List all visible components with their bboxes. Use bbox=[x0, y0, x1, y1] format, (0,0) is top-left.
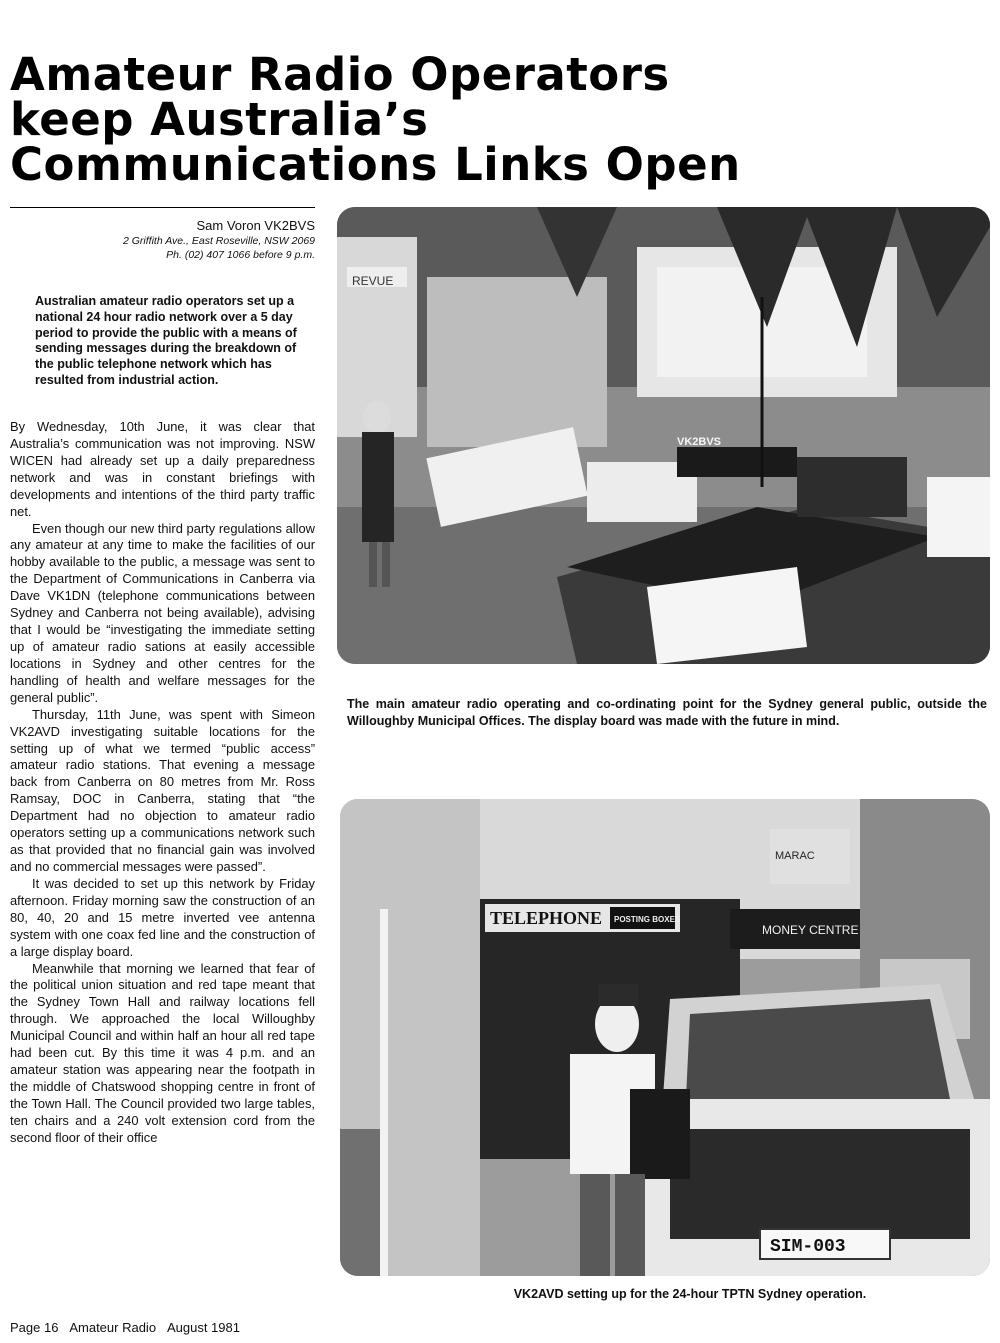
photo-caption-2: VK2AVD setting up for the 24-hour TPTN Sydney operation. bbox=[513, 1287, 867, 1301]
byline-rule bbox=[10, 207, 315, 208]
page-footer bbox=[10, 1320, 248, 1336]
byline bbox=[10, 218, 315, 262]
sign-money-centre: MONEY CENTRE bbox=[762, 923, 859, 937]
body-paragraph: Thursday, 11th June, was spent with Simeon VK2AVD investigating suitable locations for the setting up of what we termed “public access” amateur radio stations. That evening a message back from Canberra on 80 metres from Mr. Ross Ramsay, DOC in Canberra, stating that “the Department had no objection to amateur radio operators setting up a communications network such as that provided that no financial gain was involved and no commercial messages were passed”. bbox=[10, 706, 315, 874]
author-name: Sam Voron VK2BVS bbox=[196, 218, 315, 233]
photo-caption-1: The main amateur radio operating and co-ordinating point for the Sydney general public, outside the Willoughby Municipal Offices. The display board was made with the future in mind. bbox=[347, 697, 987, 728]
issue-date: August 1981 bbox=[166, 1320, 240, 1335]
lead-paragraph: Australian amateur radio operators set up a national 24 hour radio network over a 5 day period to provide the public with a means of sending messages during the breakdown of the public telephone network which has resulted from industrial action. bbox=[35, 294, 297, 387]
sign-callsign: VK2BVS bbox=[677, 436, 722, 448]
license-plate: SIM-003 bbox=[770, 1237, 846, 1257]
article-body bbox=[10, 419, 315, 1147]
title-line: Amateur Radio Operators bbox=[10, 48, 670, 101]
photo-radio-station bbox=[337, 207, 990, 664]
body-paragraph: By Wednesday, 10th June, it was clear that Australia’s communication was not improving. NSW WICEN had already set up a daily preparedness network and was in constant briefings with developments and intentions of the third party traffic net. bbox=[10, 419, 315, 519]
article-title bbox=[10, 48, 990, 191]
title-line: Communications Links Open bbox=[10, 138, 741, 191]
author-phone: Ph. (02) 407 1066 before 9 p.m. bbox=[166, 249, 315, 261]
author-address: 2 Griffith Ave., East Roseville, NSW 2069 bbox=[123, 235, 315, 247]
body-paragraph: It was decided to set up this network by Friday afternoon. Friday morning saw the construction of an 80, 40, 20 and 15 metre inverted vee antenna system with one coax fed line and the construction of a large display board. bbox=[10, 875, 315, 959]
sign-marac: MARAC bbox=[775, 850, 815, 862]
body-paragraph: Even though our new third party regulations allow any amateur at any time to make the facilities of our hobby available to the public, a message was sent to the Department of Communications in Canberra via Dave VK1DN (telephone communications between Sydney and Canberra not being available), advising that I would be “investigating the immediate setting up of amateur radio sations at easily accessible locations in Sydney and other centres for the handling of health and welfare messages for the general public”. bbox=[10, 520, 315, 705]
page-number: Page 16 bbox=[10, 1320, 59, 1335]
sign-revue: REVUE bbox=[352, 274, 394, 288]
photo-vk2avd-car bbox=[340, 799, 990, 1276]
sign-posting-boxes: POSTING BOXES bbox=[614, 915, 681, 924]
magazine-name: Amateur Radio bbox=[69, 1320, 157, 1335]
body-paragraph: Meanwhile that morning we learned that fear of the political union situation and red tape meant that the Sydney Town Hall and railway locations fell through. We approached the local Willoughby Municipal Council and within half an hour all red tape had been cut. By this time it was 4 p.m. and an amateur station was appearing near the footpath in the middle of Chatswood shopping centre in front of the Town Hall. The Council provided two large tables, ten chairs and a 240 volt extension cord from the second floor of their office bbox=[10, 960, 315, 1145]
sign-telephone: TELEPHONE bbox=[490, 908, 603, 928]
title-line: keep Australia’s bbox=[10, 93, 429, 146]
